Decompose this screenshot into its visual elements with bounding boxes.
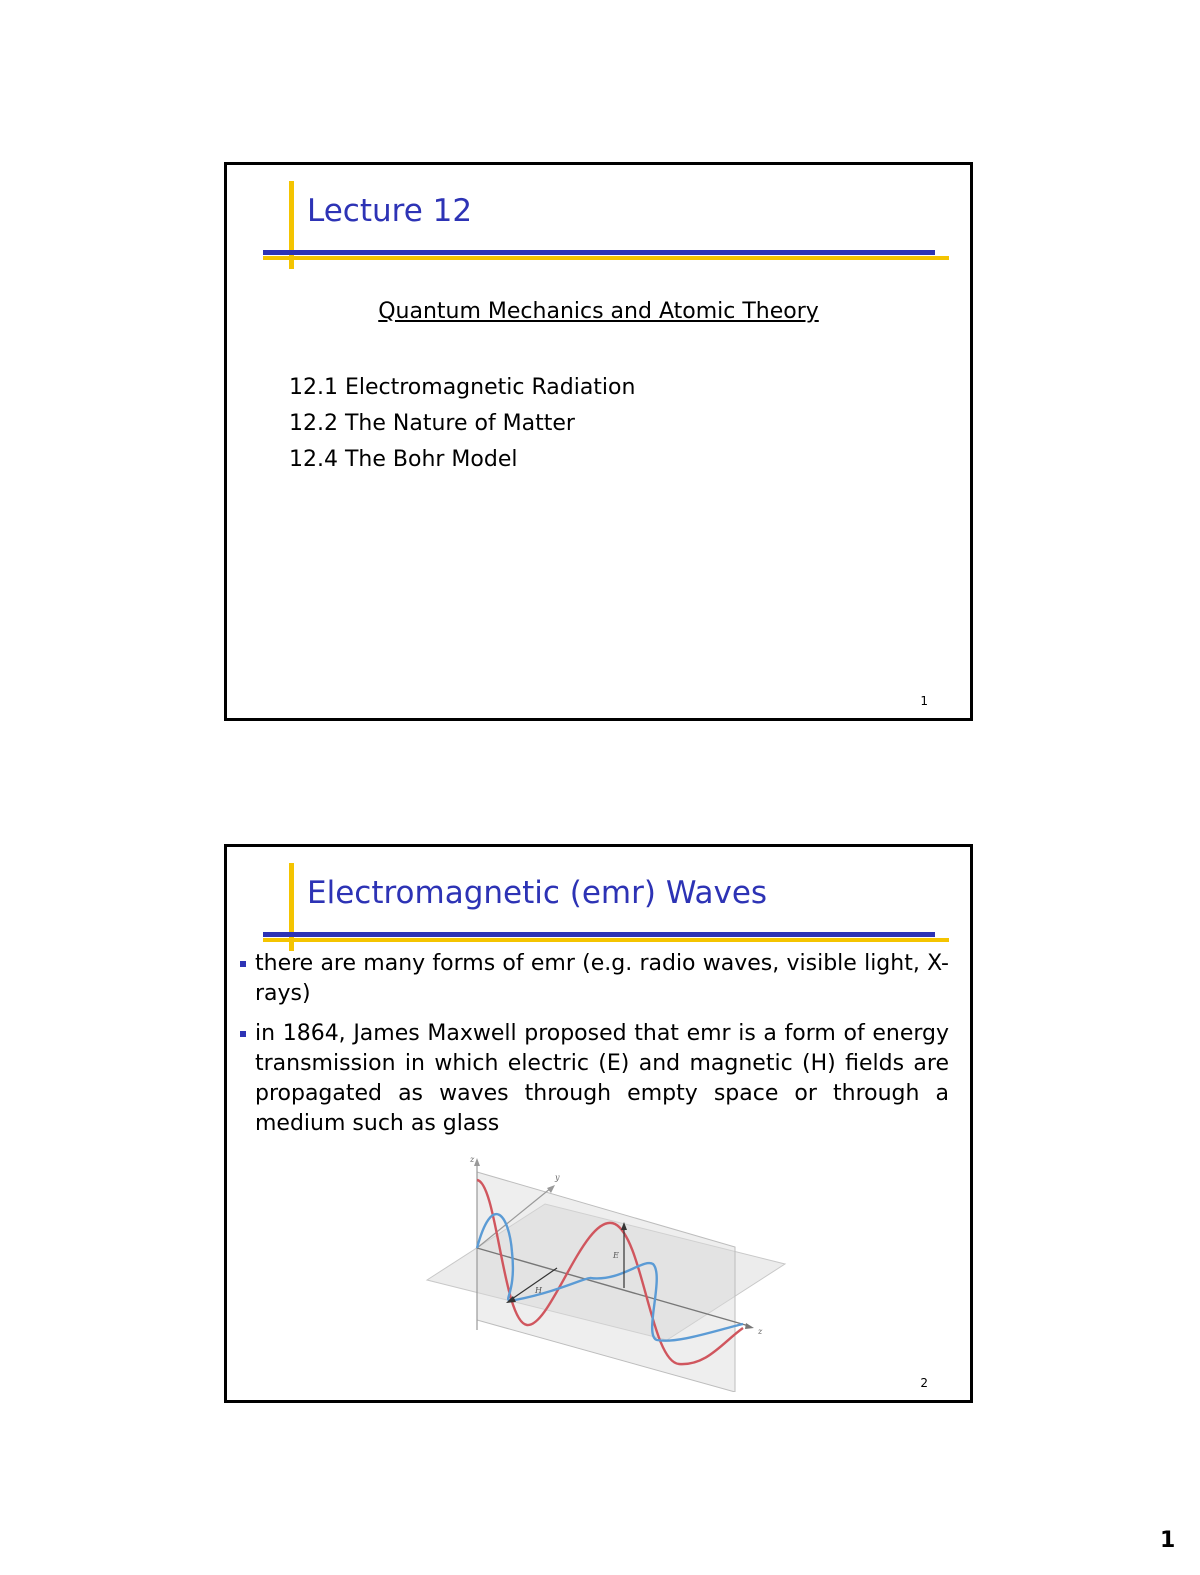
bullet-text: there are many forms of emr (e.g. radio waves, visible light, X-rays)	[255, 951, 949, 1006]
y-axis-label: y	[555, 1173, 560, 1182]
title-yellow-underline	[263, 256, 949, 260]
arrow-head-icon	[745, 1323, 754, 1329]
page-number: 1	[1160, 1528, 1176, 1553]
title-blue-underline	[263, 250, 935, 255]
slide-title: Lecture 12	[307, 193, 473, 229]
e-field-label: E	[613, 1251, 619, 1260]
slide-subtitle: Quantum Mechanics and Atomic Theory	[378, 299, 819, 324]
arrow-head-icon	[474, 1158, 480, 1166]
title-blue-underline	[263, 932, 935, 937]
slide-number: 2	[920, 1376, 928, 1390]
bullet-text: in 1864, James Maxwell proposed that emr is a form of energy transmission in which electric (E) and magnetic (H) fields are propagated as waves through empty space or through a medium such as glass	[255, 1021, 949, 1136]
topic-item: 12.4 The Bohr Model	[289, 447, 518, 472]
topic-item: 12.2 The Nature of Matter	[289, 411, 575, 436]
em-wave-diagram	[417, 1152, 797, 1392]
slide-title: Electromagnetic (emr) Waves	[307, 875, 768, 911]
h-field-label: H	[535, 1286, 542, 1295]
slide-number: 1	[920, 694, 928, 708]
bullet-item	[237, 949, 949, 1009]
title-yellow-underline	[263, 938, 949, 942]
slide-2	[224, 844, 973, 1403]
electric-field-plane	[477, 1172, 735, 1392]
slide-1	[224, 162, 973, 721]
arrow-head-icon	[547, 1185, 555, 1193]
topic-list	[289, 370, 635, 478]
z-axis-label: z	[470, 1155, 475, 1164]
propagation-axis-label: z	[758, 1327, 763, 1336]
topic-item: 12.1 Electromagnetic Radiation	[289, 375, 636, 400]
bullet-square-icon	[240, 1031, 246, 1037]
bullet-square-icon	[240, 961, 246, 967]
bullet-list	[237, 949, 949, 1149]
bullet-item	[237, 1019, 949, 1139]
